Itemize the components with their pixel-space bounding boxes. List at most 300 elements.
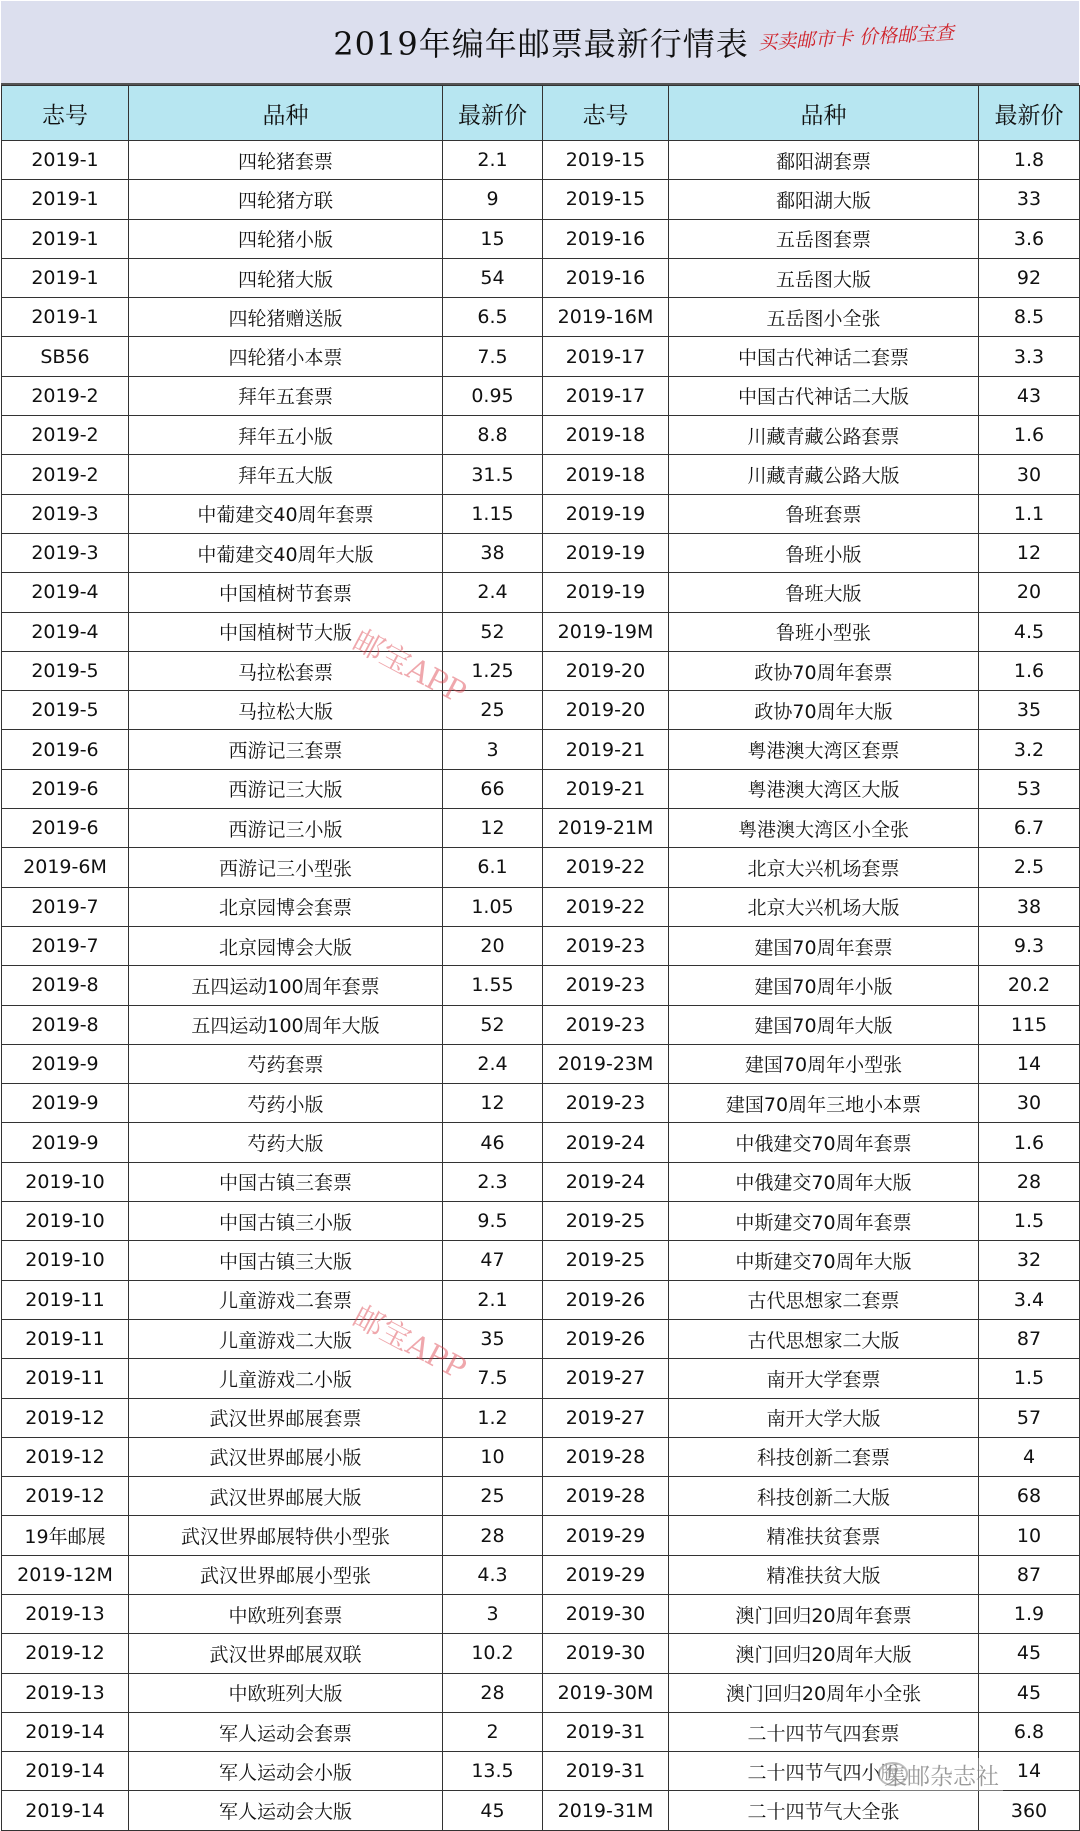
cell-price-left: 38 [443, 533, 543, 572]
cell-code-left: SB56 [2, 337, 129, 376]
cell-price-left: 9.5 [443, 1202, 543, 1241]
cell-price-left: 6.1 [443, 848, 543, 887]
brand-watermark: 集邮杂志社 [880, 1758, 1003, 1791]
cell-price-left: 10 [443, 1437, 543, 1476]
cell-code-left: 2019-2 [2, 416, 129, 455]
cell-variety-left: 马拉松大版 [129, 691, 443, 730]
cell-code-left: 2019-2 [2, 376, 129, 415]
cell-code-right: 2019-30 [543, 1634, 669, 1673]
cell-price-left: 12 [443, 1084, 543, 1123]
cell-code-left: 2019-13 [2, 1673, 129, 1712]
cell-variety-left: 中葡建交40周年大版 [129, 533, 443, 572]
header-code-right: 志号 [543, 86, 669, 141]
cell-variety-left: 四轮猪方联 [129, 180, 443, 219]
cell-code-left: 2019-13 [2, 1594, 129, 1633]
cell-code-left: 2019-8 [2, 966, 129, 1005]
cell-price-left: 1.2 [443, 1398, 543, 1437]
cell-variety-right: 精准扶贫套票 [669, 1516, 979, 1555]
cell-variety-left: 儿童游戏二小版 [129, 1359, 443, 1398]
cell-price-right: 35 [979, 691, 1080, 730]
cell-code-left: 2019-11 [2, 1280, 129, 1319]
cell-code-right: 2019-25 [543, 1241, 669, 1280]
cell-price-left: 28 [443, 1516, 543, 1555]
cell-variety-right: 川藏青藏公路大版 [669, 455, 979, 494]
cell-code-right: 2019-21M [543, 809, 669, 848]
table-row [2, 1162, 1080, 1201]
cell-code-right: 2019-26 [543, 1319, 669, 1358]
cell-variety-left: 五四运动100周年大版 [129, 1005, 443, 1044]
cell-variety-left: 拜年五套票 [129, 376, 443, 415]
cell-price-left: 25 [443, 1477, 543, 1516]
cell-code-left: 2019-1 [2, 180, 129, 219]
cell-code-right: 2019-15 [543, 141, 669, 180]
cell-variety-left: 拜年五大版 [129, 455, 443, 494]
cell-variety-right: 鲁班大版 [669, 573, 979, 612]
cell-variety-left: 中国古镇三套票 [129, 1162, 443, 1201]
cell-code-right: 2019-29 [543, 1516, 669, 1555]
cell-variety-left: 武汉世界邮展特供小型张 [129, 1516, 443, 1555]
table-body [2, 141, 1080, 1831]
cell-code-right: 2019-17 [543, 376, 669, 415]
table-row [2, 376, 1080, 415]
cell-price-left: 9 [443, 180, 543, 219]
cell-code-left: 19年邮展 [2, 1516, 129, 1555]
table-row [2, 1123, 1080, 1162]
cell-variety-right: 鄱阳湖大版 [669, 180, 979, 219]
cell-code-right: 2019-15 [543, 180, 669, 219]
cell-variety-left: 北京园博会大版 [129, 926, 443, 965]
cell-code-right: 2019-20 [543, 691, 669, 730]
cell-code-right: 2019-28 [543, 1477, 669, 1516]
cell-code-right: 2019-31 [543, 1752, 669, 1791]
table-row [2, 1005, 1080, 1044]
table-row [2, 337, 1080, 376]
cell-price-right: 68 [979, 1477, 1080, 1516]
cell-code-left: 2019-8 [2, 1005, 129, 1044]
cell-price-left: 46 [443, 1123, 543, 1162]
cell-price-left: 2.1 [443, 141, 543, 180]
cell-price-right: 1.5 [979, 1202, 1080, 1241]
cell-price-right: 12 [979, 533, 1080, 572]
cell-variety-right: 科技创新二套票 [669, 1437, 979, 1476]
cell-variety-left: 中葡建交40周年套票 [129, 494, 443, 533]
table-row [2, 573, 1080, 612]
cell-variety-right: 建国70周年三地小本票 [669, 1084, 979, 1123]
cell-price-left: 31.5 [443, 455, 543, 494]
cell-code-right: 2019-16 [543, 258, 669, 297]
cell-price-right: 87 [979, 1319, 1080, 1358]
cell-code-left: 2019-1 [2, 258, 129, 297]
table-row [2, 1319, 1080, 1358]
table-row [2, 258, 1080, 297]
cell-code-right: 2019-17 [543, 337, 669, 376]
cell-code-right: 2019-23 [543, 1005, 669, 1044]
cell-price-right: 8.5 [979, 298, 1080, 337]
cell-variety-right: 精准扶贫大版 [669, 1555, 979, 1594]
cell-variety-right: 鄱阳湖套票 [669, 141, 979, 180]
cell-code-right: 2019-18 [543, 416, 669, 455]
cell-code-right: 2019-26 [543, 1280, 669, 1319]
cell-price-left: 52 [443, 612, 543, 651]
cell-price-right: 14 [979, 1752, 1080, 1791]
table-row [2, 887, 1080, 926]
cell-variety-left: 芍药小版 [129, 1084, 443, 1123]
table-row [2, 1477, 1080, 1516]
cell-variety-left: 军人运动会小版 [129, 1752, 443, 1791]
cell-code-left: 2019-14 [2, 1791, 129, 1830]
cell-code-left: 2019-9 [2, 1084, 129, 1123]
cell-price-right: 115 [979, 1005, 1080, 1044]
cell-price-left: 54 [443, 258, 543, 297]
table-row [2, 651, 1080, 690]
cell-code-right: 2019-19 [543, 573, 669, 612]
cell-variety-left: 中国植树节大版 [129, 612, 443, 651]
cell-code-right: 2019-31 [543, 1712, 669, 1751]
cell-code-right: 2019-22 [543, 848, 669, 887]
cell-variety-left: 拜年五小版 [129, 416, 443, 455]
cell-price-right: 1.6 [979, 416, 1080, 455]
cell-code-right: 2019-19M [543, 612, 669, 651]
cell-variety-right: 粤港澳大湾区套票 [669, 730, 979, 769]
table-row [2, 1673, 1080, 1712]
cell-variety-right: 北京大兴机场大版 [669, 887, 979, 926]
cell-price-left: 2.1 [443, 1280, 543, 1319]
cell-price-right: 4.5 [979, 612, 1080, 651]
cell-price-left: 1.55 [443, 966, 543, 1005]
cell-price-right: 3.4 [979, 1280, 1080, 1319]
table-row [2, 1634, 1080, 1673]
cell-code-left: 2019-3 [2, 533, 129, 572]
cell-code-left: 2019-11 [2, 1359, 129, 1398]
cell-price-right: 38 [979, 887, 1080, 926]
cell-price-left: 13.5 [443, 1752, 543, 1791]
table-row [2, 1044, 1080, 1083]
table-header-row [2, 86, 1080, 141]
cell-variety-left: 武汉世界邮展套票 [129, 1398, 443, 1437]
cell-variety-right: 五岳图小全张 [669, 298, 979, 337]
cell-price-left: 2.4 [443, 573, 543, 612]
cell-code-left: 2019-9 [2, 1123, 129, 1162]
cell-price-right: 4 [979, 1437, 1080, 1476]
cell-price-right: 360 [979, 1791, 1080, 1830]
cell-code-right: 2019-21 [543, 730, 669, 769]
cell-variety-left: 军人运动会套票 [129, 1712, 443, 1751]
cell-code-left: 2019-5 [2, 651, 129, 690]
cell-price-left: 25 [443, 691, 543, 730]
cell-price-right: 1.8 [979, 141, 1080, 180]
table-row [2, 1202, 1080, 1241]
cell-variety-right: 政协70周年大版 [669, 691, 979, 730]
cell-price-left: 20 [443, 926, 543, 965]
cell-code-right: 2019-19 [543, 494, 669, 533]
cell-price-right: 87 [979, 1555, 1080, 1594]
header-code-left: 志号 [2, 86, 129, 141]
cell-price-left: 3 [443, 1594, 543, 1633]
cell-price-left: 3 [443, 730, 543, 769]
cell-price-right: 1.1 [979, 494, 1080, 533]
cell-variety-left: 中国古镇三小版 [129, 1202, 443, 1241]
cell-price-left: 6.5 [443, 298, 543, 337]
cell-variety-left: 中欧班列大版 [129, 1673, 443, 1712]
table-row [2, 494, 1080, 533]
cell-variety-right: 五岳图大版 [669, 258, 979, 297]
cell-price-right: 1.6 [979, 1123, 1080, 1162]
title-bar [1, 1, 1079, 85]
cell-code-left: 2019-6 [2, 730, 129, 769]
table-row [2, 769, 1080, 808]
cell-price-left: 12 [443, 809, 543, 848]
cell-price-left: 0.95 [443, 376, 543, 415]
cell-price-right: 1.9 [979, 1594, 1080, 1633]
cell-variety-right: 二十四节气四套票 [669, 1712, 979, 1751]
cell-price-right: 3.3 [979, 337, 1080, 376]
cell-code-left: 2019-5 [2, 691, 129, 730]
cell-variety-right: 中斯建交70周年套票 [669, 1202, 979, 1241]
cell-variety-left: 马拉松套票 [129, 651, 443, 690]
cell-price-right: 28 [979, 1162, 1080, 1201]
cell-variety-left: 武汉世界邮展双联 [129, 1634, 443, 1673]
cell-code-right: 2019-27 [543, 1359, 669, 1398]
header-variety-right: 品种 [669, 86, 979, 141]
cell-variety-right: 建国70周年小版 [669, 966, 979, 1005]
cell-code-left: 2019-12 [2, 1477, 129, 1516]
cell-price-left: 35 [443, 1319, 543, 1358]
table-row [2, 455, 1080, 494]
cell-price-right: 20 [979, 573, 1080, 612]
cell-variety-left: 芍药大版 [129, 1123, 443, 1162]
table-row [2, 848, 1080, 887]
cell-code-right: 2019-30 [543, 1594, 669, 1633]
cell-variety-right: 澳门回归20周年套票 [669, 1594, 979, 1633]
cell-code-right: 2019-22 [543, 887, 669, 926]
table-row [2, 141, 1080, 180]
cell-code-right: 2019-29 [543, 1555, 669, 1594]
cell-price-left: 2.3 [443, 1162, 543, 1201]
cell-price-right: 1.5 [979, 1359, 1080, 1398]
cell-code-left: 2019-6 [2, 769, 129, 808]
cell-variety-left: 四轮猪小版 [129, 219, 443, 258]
cell-variety-left: 军人运动会大版 [129, 1791, 443, 1830]
cell-code-left: 2019-6 [2, 809, 129, 848]
cell-price-left: 10.2 [443, 1634, 543, 1673]
cell-variety-right: 中俄建交70周年大版 [669, 1162, 979, 1201]
cell-price-right: 33 [979, 180, 1080, 219]
cell-variety-right: 澳门回归20周年小全张 [669, 1673, 979, 1712]
cell-variety-left: 儿童游戏二大版 [129, 1319, 443, 1358]
cell-code-right: 2019-31M [543, 1791, 669, 1830]
cell-variety-left: 五四运动100周年套票 [129, 966, 443, 1005]
header-price-right: 最新价 [979, 86, 1080, 141]
cell-price-right: 1.6 [979, 651, 1080, 690]
cell-variety-left: 中欧班列套票 [129, 1594, 443, 1633]
table-row [2, 1084, 1080, 1123]
cell-price-right: 45 [979, 1634, 1080, 1673]
cell-variety-right: 二十四节气四小版 [669, 1752, 979, 1791]
cell-code-left: 2019-12 [2, 1398, 129, 1437]
cell-price-left: 47 [443, 1241, 543, 1280]
cell-code-right: 2019-23M [543, 1044, 669, 1083]
cell-code-right: 2019-24 [543, 1162, 669, 1201]
cell-price-right: 10 [979, 1516, 1080, 1555]
price-table [1, 85, 1080, 1831]
table-row [2, 416, 1080, 455]
cell-variety-right: 建国70周年大版 [669, 1005, 979, 1044]
cell-price-right: 53 [979, 769, 1080, 808]
cell-variety-right: 粤港澳大湾区小全张 [669, 809, 979, 848]
cell-price-right: 30 [979, 455, 1080, 494]
cell-code-left: 2019-10 [2, 1241, 129, 1280]
cell-price-right: 32 [979, 1241, 1080, 1280]
cell-variety-right: 中斯建交70周年大版 [669, 1241, 979, 1280]
cell-variety-right: 中国古代神话二套票 [669, 337, 979, 376]
table-row [2, 180, 1080, 219]
table-row [2, 1712, 1080, 1751]
cell-variety-right: 中国古代神话二大版 [669, 376, 979, 415]
cell-code-left: 2019-12 [2, 1634, 129, 1673]
table-row [2, 219, 1080, 258]
cell-code-right: 2019-16 [543, 219, 669, 258]
cell-code-right: 2019-21 [543, 769, 669, 808]
cell-variety-left: 武汉世界邮展小型张 [129, 1555, 443, 1594]
cell-price-right: 2.5 [979, 848, 1080, 887]
cell-code-left: 2019-14 [2, 1712, 129, 1751]
cell-variety-left: 中国植树节套票 [129, 573, 443, 612]
cell-code-right: 2019-23 [543, 966, 669, 1005]
header-price-left: 最新价 [443, 86, 543, 141]
table-row [2, 1398, 1080, 1437]
cell-code-right: 2019-19 [543, 533, 669, 572]
table-row [2, 1359, 1080, 1398]
cell-price-left: 15 [443, 219, 543, 258]
cell-code-left: 2019-1 [2, 298, 129, 337]
cell-variety-left: 西游记三小版 [129, 809, 443, 848]
cell-variety-right: 鲁班小版 [669, 533, 979, 572]
cell-variety-right: 粤港澳大湾区大版 [669, 769, 979, 808]
watermark: 邮宝APP [347, 1298, 472, 1388]
table-row [2, 1437, 1080, 1476]
cell-code-right: 2019-24 [543, 1123, 669, 1162]
cell-code-left: 2019-12 [2, 1437, 129, 1476]
table-row [2, 1280, 1080, 1319]
cell-price-right: 3.6 [979, 219, 1080, 258]
cell-variety-left: 儿童游戏二套票 [129, 1280, 443, 1319]
cell-code-left: 2019-3 [2, 494, 129, 533]
cell-price-right: 3.2 [979, 730, 1080, 769]
table-row [2, 966, 1080, 1005]
cell-price-left: 7.5 [443, 1359, 543, 1398]
cell-price-left: 45 [443, 1791, 543, 1830]
cell-code-left: 2019-4 [2, 573, 129, 612]
table-row [2, 691, 1080, 730]
cell-price-left: 2 [443, 1712, 543, 1751]
cell-code-left: 2019-14 [2, 1752, 129, 1791]
cell-code-left: 2019-9 [2, 1044, 129, 1083]
cell-variety-right: 鲁班小型张 [669, 612, 979, 651]
cell-variety-right: 二十四节气大全张 [669, 1791, 979, 1830]
cell-price-right: 14 [979, 1044, 1080, 1083]
cell-variety-left: 芍药套票 [129, 1044, 443, 1083]
cell-code-left: 2019-1 [2, 141, 129, 180]
cell-price-left: 66 [443, 769, 543, 808]
cell-variety-right: 古代思想家二大版 [669, 1319, 979, 1358]
cell-price-right: 6.7 [979, 809, 1080, 848]
cell-price-right: 45 [979, 1673, 1080, 1712]
cell-variety-right: 澳门回归20周年大版 [669, 1634, 979, 1673]
cell-price-left: 8.8 [443, 416, 543, 455]
table-row [2, 612, 1080, 651]
cell-variety-left: 西游记三小型张 [129, 848, 443, 887]
cell-code-right: 2019-27 [543, 1398, 669, 1437]
cell-code-left: 2019-7 [2, 887, 129, 926]
cell-variety-right: 川藏青藏公路套票 [669, 416, 979, 455]
cell-price-left: 1.15 [443, 494, 543, 533]
slogan-stamp: 买卖邮市卡 价格邮宝查 [757, 21, 955, 55]
cell-price-right: 57 [979, 1398, 1080, 1437]
watermark: 邮宝APP [347, 622, 472, 712]
cell-code-right: 2019-23 [543, 1084, 669, 1123]
table-row [2, 809, 1080, 848]
cell-variety-right: 科技创新二大版 [669, 1477, 979, 1516]
cell-price-left: 52 [443, 1005, 543, 1044]
cell-variety-right: 鲁班套票 [669, 494, 979, 533]
cell-code-left: 2019-4 [2, 612, 129, 651]
table-row [2, 1516, 1080, 1555]
cell-code-left: 2019-1 [2, 219, 129, 258]
cell-variety-right: 建国70周年套票 [669, 926, 979, 965]
table-row [2, 1791, 1080, 1830]
cell-variety-right: 南开大学大版 [669, 1398, 979, 1437]
page-title: 2019年编年邮票最新行情表 [333, 25, 749, 63]
cell-price-right: 9.3 [979, 926, 1080, 965]
cell-price-left: 1.05 [443, 887, 543, 926]
cell-code-right: 2019-16M [543, 298, 669, 337]
cell-code-left: 2019-11 [2, 1319, 129, 1358]
cell-code-left: 2019-10 [2, 1162, 129, 1201]
cell-code-right: 2019-30M [543, 1673, 669, 1712]
table-row [2, 730, 1080, 769]
cell-variety-left: 四轮猪小本票 [129, 337, 443, 376]
table-row [2, 1594, 1080, 1633]
cell-code-right: 2019-23 [543, 926, 669, 965]
cell-variety-left: 西游记三套票 [129, 730, 443, 769]
cell-code-right: 2019-28 [543, 1437, 669, 1476]
cell-variety-right: 北京大兴机场套票 [669, 848, 979, 887]
cell-price-left: 1.25 [443, 651, 543, 690]
cell-variety-left: 四轮猪大版 [129, 258, 443, 297]
cell-code-left: 2019-10 [2, 1202, 129, 1241]
cell-code-left: 2019-2 [2, 455, 129, 494]
cell-variety-right: 南开大学套票 [669, 1359, 979, 1398]
cell-variety-left: 北京园博会套票 [129, 887, 443, 926]
cell-price-right: 30 [979, 1084, 1080, 1123]
table-row [2, 298, 1080, 337]
header-variety-left: 品种 [129, 86, 443, 141]
table-row [2, 1555, 1080, 1594]
cell-variety-right: 中俄建交70周年套票 [669, 1123, 979, 1162]
cell-variety-left: 武汉世界邮展大版 [129, 1477, 443, 1516]
table-row [2, 533, 1080, 572]
cell-code-left: 2019-6M [2, 848, 129, 887]
cell-code-right: 2019-18 [543, 455, 669, 494]
cell-variety-left: 四轮猪套票 [129, 141, 443, 180]
cell-variety-right: 古代思想家二套票 [669, 1280, 979, 1319]
table-row [2, 926, 1080, 965]
cell-price-left: 4.3 [443, 1555, 543, 1594]
cell-code-right: 2019-20 [543, 651, 669, 690]
cell-variety-right: 政协70周年套票 [669, 651, 979, 690]
cell-code-left: 2019-12M [2, 1555, 129, 1594]
cell-variety-left: 中国古镇三大版 [129, 1241, 443, 1280]
